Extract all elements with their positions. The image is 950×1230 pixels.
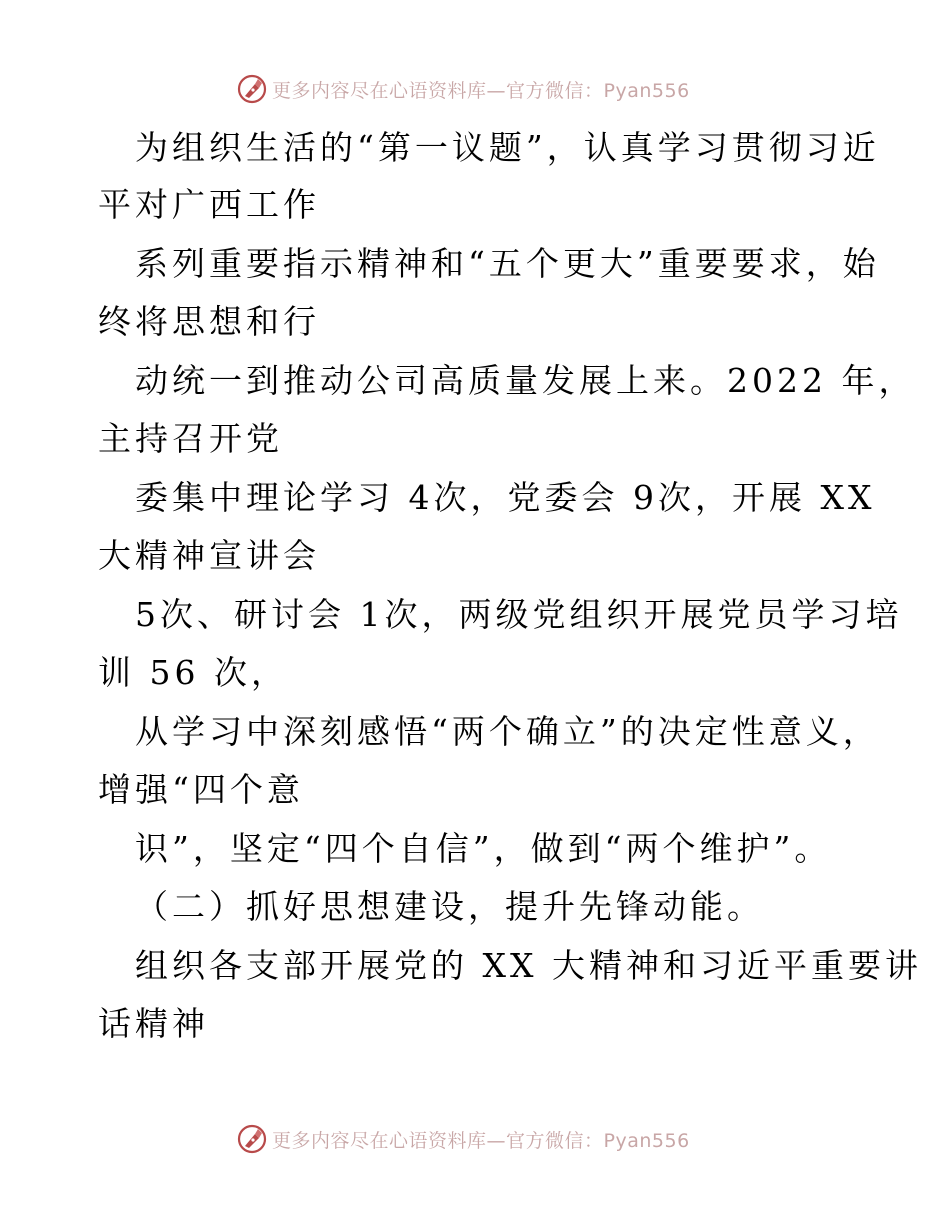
- footer-banner: [236, 1122, 690, 1156]
- body-line: 终将思想和行: [98, 302, 320, 341]
- body-line: 动统一到推动公司高质量发展上来。2022 年，: [135, 361, 916, 400]
- footer-wechat-handle: Pyan556: [603, 1129, 690, 1152]
- section-heading: （二）抓好思想建设，提升先锋动能。: [135, 887, 764, 926]
- footer-banner-label: 更多内容尽在心语资料库—官方微信：: [272, 1129, 604, 1152]
- body-line: 训 56 次，: [98, 653, 288, 692]
- header-banner: [236, 72, 690, 106]
- body-line: 大精神宣讲会: [98, 536, 320, 575]
- pen-nib-logo-icon: [236, 73, 268, 105]
- header-wechat-handle: Pyan556: [603, 79, 690, 102]
- body-line: 平对广西工作: [98, 185, 320, 224]
- body-line: 组织各支部开展党的 XX 大精神和习近平重要讲: [135, 946, 922, 985]
- body-line: 委集中理论学习 4次，党委会 9次，开展 XX: [135, 478, 876, 517]
- body-line: 从学习中深刻感悟“两个确立”的决定性意义，: [135, 712, 880, 751]
- header-banner-text: [272, 76, 690, 103]
- header-banner-label: 更多内容尽在心语资料库—官方微信：: [272, 79, 604, 102]
- body-line: 5次、研讨会 1次，两级党组织开展党员学习培: [135, 595, 903, 634]
- body-line: 为组织生活的“第一议题”，认真学习贯彻习近: [135, 128, 880, 167]
- body-line: 系列重要指示精神和“五个更大”重要要求，始: [135, 244, 880, 283]
- body-line: 主持召开党: [98, 419, 283, 458]
- body-line: 增强“四个意: [98, 770, 304, 809]
- body-line: 识”，坚定“四个自信”，做到“两个维护”。: [135, 829, 832, 868]
- body-line: 话精神: [98, 1004, 209, 1043]
- pen-nib-logo-icon: [236, 1123, 268, 1155]
- footer-banner-text: [272, 1126, 690, 1153]
